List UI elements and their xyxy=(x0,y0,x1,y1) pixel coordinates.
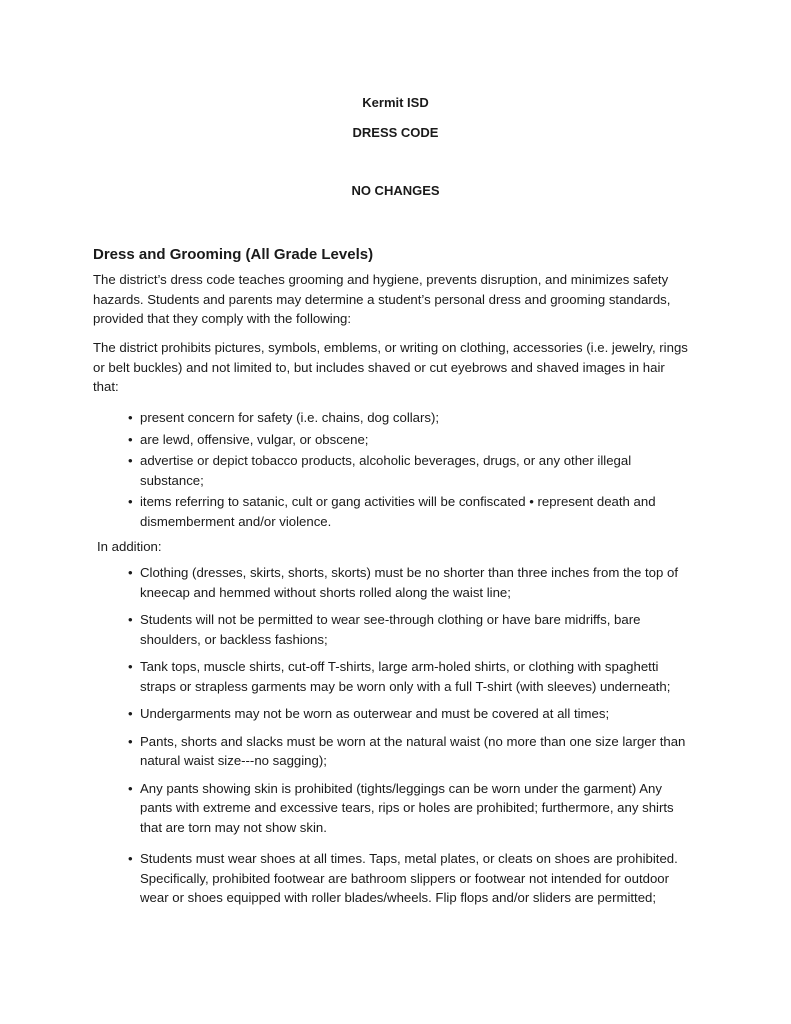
list-item-text: Students will not be permitted to wear see-through clothing or have bare midriffs, bare shoulders, or backless fashions; xyxy=(140,612,641,647)
change-status: NO CHANGES xyxy=(351,183,440,198)
list-item-text: Clothing (dresses, skirts, shorts, skorts) must be no shorter than three inches from the top of kneecap and hemmed without shorts rolled along the waist line; xyxy=(140,565,678,600)
list-item-text: Tank tops, muscle shirts, cut-off T-shirts, large arm-holed shirts, or clothing with spaghetti straps or strapless garments may be worn only with a full T-shirt (with sleeves) underneath; xyxy=(140,659,671,694)
bullet-marker: • xyxy=(128,733,133,749)
bullet-marker: • xyxy=(128,780,133,796)
in-addition-label: In addition: xyxy=(97,539,162,554)
document-title: DRESS CODE xyxy=(352,125,439,140)
list-item xyxy=(128,492,693,531)
list-item xyxy=(128,704,693,724)
list-item xyxy=(128,610,693,649)
prohibited-content-list xyxy=(128,408,693,533)
bullet-marker: • xyxy=(128,565,133,580)
list-item-text: Students must wear shoes at all times. Taps, metal plates, or cleats on shoes are prohibited. Specifically, prohibited footwear are bathroom slippers or footwear not intended for outdoor wear or shoes equipped with roller blades/wheels. Flip flops and/or sliders are permitted; xyxy=(140,851,678,905)
district-name: Kermit ISD xyxy=(362,95,429,110)
bullet-marker: • xyxy=(128,659,133,674)
bullet-marker: • xyxy=(128,410,133,425)
list-item-text: Undergarments may not be worn as outerwear and must be covered at all times; xyxy=(140,706,610,721)
list-item xyxy=(128,657,693,696)
list-item xyxy=(128,732,693,771)
list-item xyxy=(128,430,693,450)
list-item xyxy=(128,849,693,908)
bullet-marker: • xyxy=(128,612,133,627)
bullet-marker: • xyxy=(128,494,133,509)
list-item xyxy=(128,451,693,490)
list-item-text: items referring to satanic, cult or gang activities will be confiscated • represent death and dismemberment and/or violence. xyxy=(140,494,656,529)
intro-paragraph: The district’s dress code teaches grooming and hygiene, prevents disruption, and minimizes safety hazards. Students and parents may determine a student’s personal dress and grooming standards, provided that they comply with the following: xyxy=(93,272,671,326)
list-item xyxy=(128,563,693,602)
list-item-text: Pants, shorts and slacks must be worn at the natural waist (no more than one size larger than natural waist size---no sagging); xyxy=(140,733,686,768)
prohibits-paragraph: The district prohibits pictures, symbols, emblems, or writing on clothing, accessories (i.e. jewelry, rings or belt buckles) and not limited to, but includes shaved or cut eyebrows and shaved images in hair that: xyxy=(93,340,688,394)
list-item-text: Any pants showing skin is prohibited (tights/leggings can be worn under the garment) Any pants with extreme and excessive tears, rips or holes are prohibited; furthermore, any shirts that are torn may not show skin. xyxy=(140,780,674,835)
bullet-marker: • xyxy=(128,453,133,468)
list-item-text: are lewd, offensive, vulgar, or obscene; xyxy=(140,431,369,447)
bullet-marker: • xyxy=(128,431,133,447)
section-heading: Dress and Grooming (All Grade Levels) xyxy=(93,246,374,263)
bullet-marker: • xyxy=(128,706,133,721)
list-item xyxy=(128,408,693,428)
list-item-text: present concern for safety (i.e. chains, dog collars); xyxy=(140,410,440,425)
list-item-text: advertise or depict tobacco products, alcoholic beverages, drugs, or any other illegal substance; xyxy=(140,453,632,488)
bullet-marker: • xyxy=(128,851,133,866)
list-item xyxy=(128,779,693,838)
clothing-rules-list xyxy=(128,563,693,912)
